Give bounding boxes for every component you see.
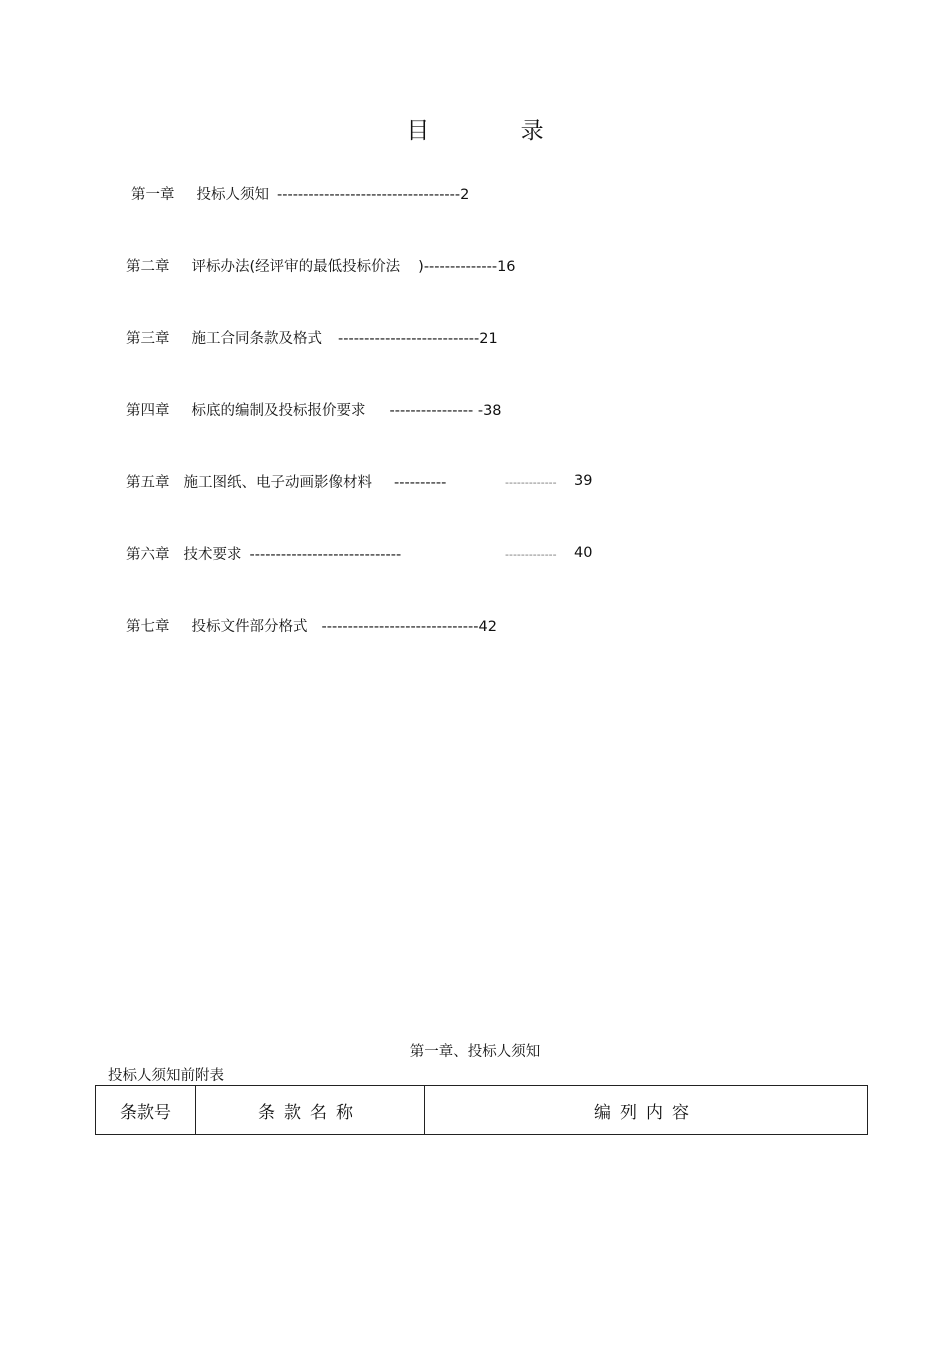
- toc-leader-secondary: -------------: [505, 476, 557, 489]
- appendix-table: [95, 1085, 868, 1135]
- toc-page: 16: [497, 259, 516, 275]
- toc-entry-5[interactable]: [126, 473, 446, 493]
- table-caption: 投标人须知前附表: [108, 1068, 224, 1084]
- toc-name: 投标文件部分格式: [191, 619, 308, 635]
- toc-leader: )--------------: [418, 259, 498, 275]
- page-title: 目 录: [406, 118, 586, 144]
- toc-name: 标底的编制及投标报价要求: [191, 403, 366, 419]
- toc-chapter: 第六章: [126, 547, 170, 563]
- toc-chapter: 第七章: [126, 619, 170, 635]
- toc-page: 38: [483, 403, 502, 419]
- toc-leader: -----------------------------: [249, 547, 402, 563]
- toc-leader: ---------------------------: [338, 331, 480, 347]
- toc-page: 40: [574, 545, 593, 561]
- toc-entry-7[interactable]: [126, 617, 497, 637]
- toc-name: 施工图纸、电子动画影像材料: [183, 475, 372, 491]
- toc-leader: -----------------------------------: [277, 187, 461, 203]
- toc-leader: ----------: [394, 475, 447, 491]
- toc-entry-6[interactable]: [126, 545, 401, 565]
- toc-chapter: 第四章: [126, 403, 170, 419]
- toc-page: 42: [478, 619, 497, 635]
- toc-entry-1[interactable]: [131, 185, 469, 205]
- toc-chapter: 第三章: [126, 331, 170, 347]
- toc-leader: ------------------------------: [321, 619, 479, 635]
- toc-name: 技术要求: [183, 547, 242, 563]
- toc-page: 39: [574, 473, 593, 489]
- table-header-clause-no: 条款号: [96, 1086, 196, 1134]
- toc-entry-2[interactable]: [126, 257, 516, 277]
- toc-chapter: 第五章: [126, 475, 170, 491]
- toc-name: 评标办法(经评审的最低投标价法: [191, 259, 401, 275]
- toc-name: 投标人须知: [196, 187, 269, 203]
- toc-leader: ---------------- -: [389, 403, 484, 419]
- toc-leader-secondary: -------------: [505, 548, 557, 561]
- table-header-clause-name: 条款名称: [196, 1086, 425, 1134]
- toc-name: 施工合同条款及格式: [191, 331, 322, 347]
- toc-entry-4[interactable]: [126, 401, 502, 421]
- toc-chapter: 第一章: [131, 187, 175, 203]
- section-heading: 第一章、投标人须知: [409, 1044, 541, 1060]
- toc-chapter: 第二章: [126, 259, 170, 275]
- toc-entry-3[interactable]: [126, 329, 498, 349]
- table-header-content: 编列内容: [594, 1102, 698, 1123]
- toc-page: 2: [460, 187, 470, 203]
- toc-page: 21: [479, 331, 498, 347]
